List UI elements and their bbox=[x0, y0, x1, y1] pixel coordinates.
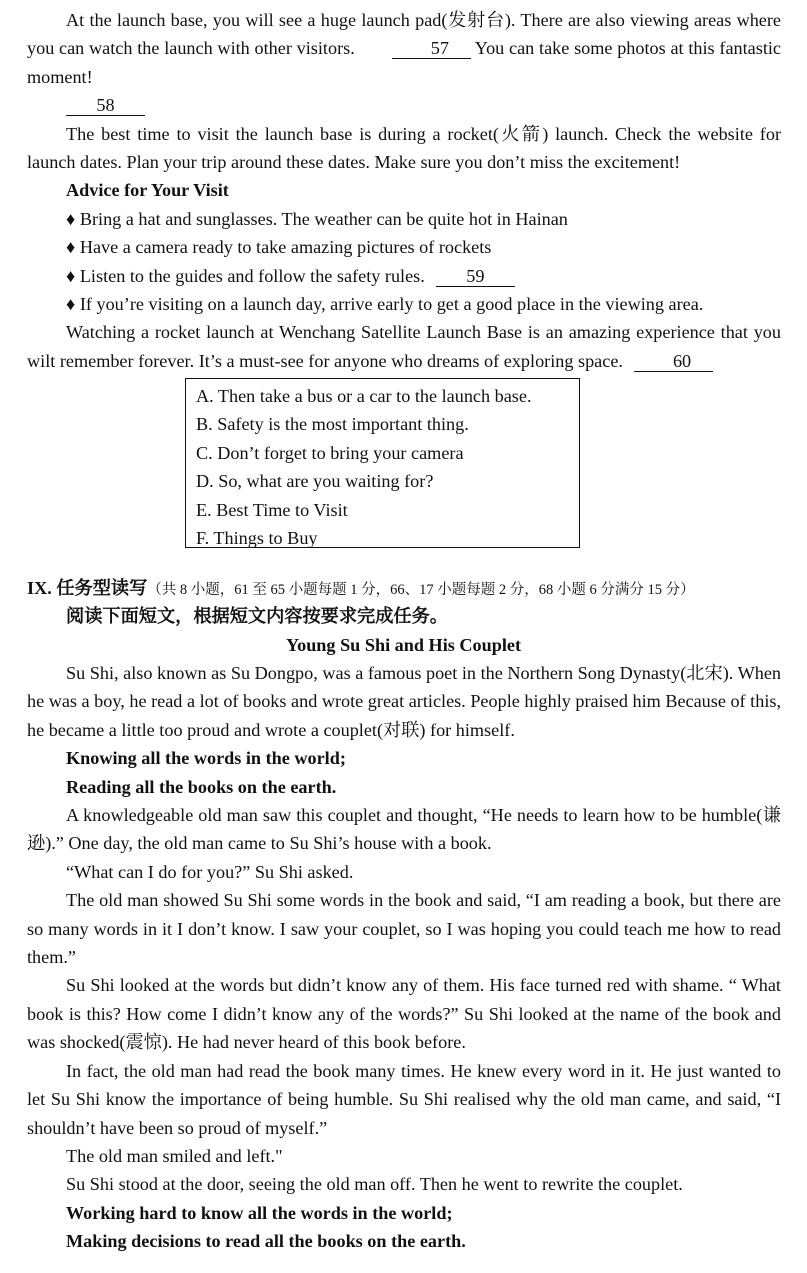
option-c: C. Don’t forget to bring your camera bbox=[196, 442, 464, 463]
section-note: （共 8 小题，61 至 65 小题每题 1 分，66、17 小题每题 2 分，68 小题 6 分满分 15 分） bbox=[147, 582, 695, 598]
option-a: A. Then take a bus or a car to the launch base. bbox=[196, 386, 532, 406]
blank-58-line bbox=[66, 91, 781, 119]
paragraph-2: A knowledgeable old man saw this couplet and thought, “He needs to learn how to be humble(谦逊).” One day, the old man came to Su Shi’s house with a book. bbox=[27, 805, 781, 854]
answer-blank-59[interactable]: 59 bbox=[436, 266, 515, 287]
section-instruction: 阅读下面短文，根据短文内容按要求完成任务。 bbox=[66, 606, 448, 626]
couplet-1-line-1: Knowing all the words in the world; bbox=[66, 748, 346, 769]
paragraph-best-time: The best time to visit the launch base is during a rocket(火箭) launch. Check the website for launch dates. Plan your trip around these dates. Make sure you don’t miss the excitement! bbox=[27, 123, 781, 173]
paragraph-conclusion: Watching a rocket launch at Wenchang Satellite Launch Base is an amazing experience that you wilt remember forever. It’s a must-see for anyone who dreams of exploring space. 60 bbox=[27, 322, 781, 371]
answer-blank-60[interactable]: 60 bbox=[634, 351, 713, 372]
advice-bullet-2: ♦ Have a camera ready to take amazing pictures of rockets bbox=[66, 237, 492, 258]
section-header bbox=[27, 574, 807, 604]
paragraph-7: The old man smiled and left." bbox=[66, 1145, 283, 1166]
couplet-2-line-1: Working hard to know all the words in the world; bbox=[66, 1202, 453, 1223]
paragraph-launch-pad: At the launch base, you will see a huge launch pad(发射台). There are also viewing areas where you can watch the launch with other visitors. 57 You can take some photos at this fantastic moment! bbox=[27, 10, 781, 87]
advice-heading: Advice for Your Visit bbox=[66, 180, 229, 201]
exam-page bbox=[0, 6, 807, 375]
section-title: 任务型读写 bbox=[56, 578, 148, 598]
options-box bbox=[185, 378, 580, 548]
paragraph-8: Su Shi stood at the door, seeing the old man off. Then he went to rewrite the couplet. bbox=[66, 1174, 683, 1195]
paragraph-6: In fact, the old man had read the book many times. He knew every word in it. He just wanted to let Su Shi know the importance of being humble. Su Shi realised why the old man came, and said, “I shouldn’t have been so proud of myself.” bbox=[27, 1060, 781, 1138]
option-b: B. Safety is the most important thing. bbox=[196, 414, 469, 435]
option-e: E. Best Time to Visit bbox=[196, 499, 348, 520]
paragraph-4: The old man showed Su Shi some words in the book and said, “I am reading a book, but there are so many words in it I don’t know. I saw your couplet, so I was hoping you could teach me how to read them.” bbox=[27, 890, 781, 968]
paragraph-1: Su Shi, also known as Su Dongpo, was a famous poet in the Northern Song Dynasty(北宋). When he was a boy, he read a lot of books and wrote great articles. People highly praised him Because of this, he became a little too proud and wrote a couplet(对联) for himself. bbox=[27, 663, 781, 740]
couplet-2-line-2: Making decisions to read all the books on the earth. bbox=[66, 1231, 466, 1252]
option-d: D. So, what are you waiting for? bbox=[196, 471, 434, 492]
option-f: F. Things to Buy bbox=[196, 528, 318, 549]
paragraph-3: “What can I do for you?” Su Shi asked. bbox=[66, 861, 354, 882]
answer-blank-57[interactable]: 57 bbox=[392, 38, 471, 59]
advice-bullet-3: ♦ Listen to the guides and follow the safety rules. 59 bbox=[66, 262, 781, 290]
section-number: IX. bbox=[27, 578, 52, 598]
advice-bullet-4: ♦ If you’re visiting on a launch day, arrive early to get a good place in the viewing area. bbox=[66, 294, 704, 315]
couplet-1-line-2: Reading all the books on the earth. bbox=[66, 776, 337, 797]
advice-bullet-1: ♦ Bring a hat and sunglasses. The weather can be quite hot in Hainan bbox=[66, 208, 568, 229]
passage-su-shi bbox=[0, 659, 807, 1256]
answer-blank-58[interactable]: 58 bbox=[66, 95, 145, 116]
paragraph-5: Su Shi looked at the words but didn’t know any of them. His face turned red with shame. “ What book is this? How come I didn’t know any of the words?” Su Shi looked at the name of the book and was shocked(震惊). He had never heard of this book before. bbox=[27, 975, 781, 1053]
passage-title: Young Su Shi and His Couplet bbox=[285, 635, 522, 655]
